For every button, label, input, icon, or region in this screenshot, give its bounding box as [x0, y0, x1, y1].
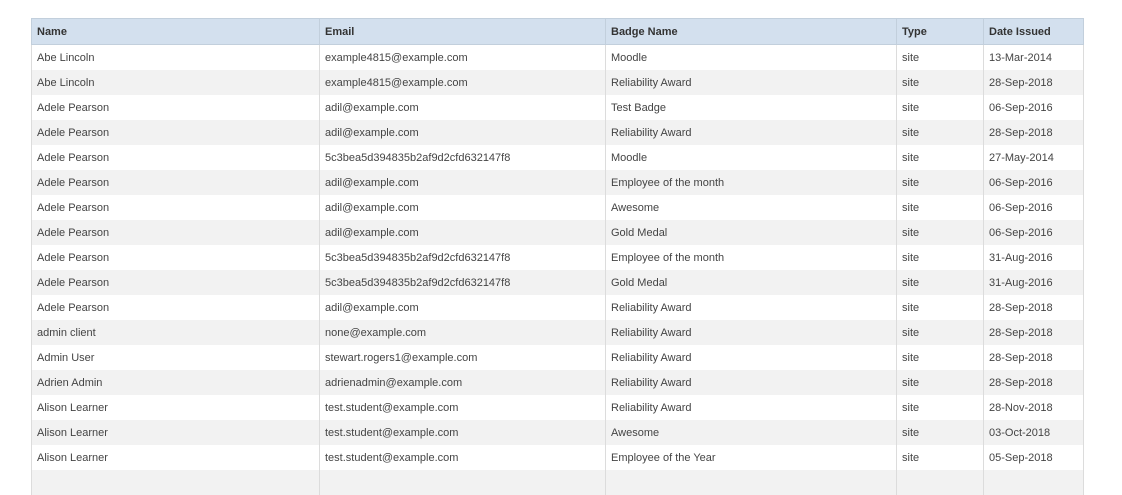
- cell-type: site: [897, 320, 984, 345]
- cell-type: site: [897, 420, 984, 445]
- cell-name: Adele Pearson: [32, 145, 320, 170]
- cell-badge-name: Reliability Award: [606, 70, 897, 95]
- cell-email: adil@example.com: [320, 295, 606, 320]
- column-header-badge-name[interactable]: Badge Name: [606, 19, 897, 45]
- cell-badge-name: Employee of the month: [606, 245, 897, 270]
- cell-email: adil@example.com: [320, 170, 606, 195]
- cell-email: adrienadmin@example.com: [320, 370, 606, 395]
- cell-date-issued: 28-Sep-2018: [984, 370, 1084, 395]
- cell-date-issued: 03-Oct-2018: [984, 420, 1084, 445]
- column-header-date-issued[interactable]: Date Issued: [984, 19, 1084, 45]
- cell-date-issued: 06-Sep-2016: [984, 195, 1084, 220]
- cell-badge-name: Reliability Award: [606, 345, 897, 370]
- cell-badge-name: Employee of the Year: [606, 445, 897, 470]
- cell-badge-name: Moodle: [606, 45, 897, 71]
- table-row: [32, 345, 1084, 370]
- badges-table: [31, 18, 1084, 495]
- cell-date-issued: 31-Aug-2016: [984, 245, 1084, 270]
- cell-name: Alison Learner: [32, 445, 320, 470]
- cell-name: Adrien Admin: [32, 370, 320, 395]
- cell-email: 5c3bea5d394835b2af9d2cfd632147f8: [320, 145, 606, 170]
- cell-badge-name: Reliability Award: [606, 295, 897, 320]
- cell-email: test.student@example.com: [320, 445, 606, 470]
- cell-date-issued: 06-Sep-2016: [984, 170, 1084, 195]
- cell-date-issued: 28-Sep-2018: [984, 70, 1084, 95]
- cell-email: test.student@example.com: [320, 395, 606, 420]
- table-row: [32, 195, 1084, 220]
- cell-type: site: [897, 295, 984, 320]
- cell-type: site: [897, 70, 984, 95]
- table-row: [32, 220, 1084, 245]
- cell-date-issued: 13-Mar-2014: [984, 45, 1084, 71]
- header-row: [32, 19, 1084, 45]
- cell-name: Adele Pearson: [32, 270, 320, 295]
- table-row: [32, 170, 1084, 195]
- cell-email: adil@example.com: [320, 95, 606, 120]
- cell-date-issued: 28-Sep-2018: [984, 120, 1084, 145]
- cell-name: Adele Pearson: [32, 245, 320, 270]
- table-row: [32, 445, 1084, 470]
- table-header: [32, 19, 1084, 45]
- cell-type: site: [897, 395, 984, 420]
- cell-type: site: [897, 120, 984, 145]
- column-header-name[interactable]: Name: [32, 19, 320, 45]
- column-header-type[interactable]: Type: [897, 19, 984, 45]
- cell-badge-name: Reliability Award: [606, 370, 897, 395]
- cell-badge-name: Gold Medal: [606, 270, 897, 295]
- cell-email: stewart.rogers1@example.com: [320, 345, 606, 370]
- table-body: [32, 45, 1084, 495]
- cell-date-issued: 05-Sep-2018: [984, 445, 1084, 470]
- cell-badge-name: Awesome: [606, 195, 897, 220]
- cell-type: site: [897, 195, 984, 220]
- cell-name: Adele Pearson: [32, 120, 320, 145]
- cell-name: Adele Pearson: [32, 195, 320, 220]
- cell-date-issued: 31-Aug-2016: [984, 270, 1084, 295]
- cell-date-issued: 28-Sep-2018: [984, 320, 1084, 345]
- cell-name: Abe Lincoln: [32, 45, 320, 71]
- cell-name: Adele Pearson: [32, 220, 320, 245]
- cell-type: site: [897, 95, 984, 120]
- cell-type: site: [897, 445, 984, 470]
- cell-email: adil@example.com: [320, 220, 606, 245]
- cell-type: site: [897, 170, 984, 195]
- column-header-email[interactable]: Email: [320, 19, 606, 45]
- table-row: [32, 320, 1084, 345]
- cell-name: admin client: [32, 320, 320, 345]
- cell-type: site: [897, 345, 984, 370]
- cell-type: site: [897, 270, 984, 295]
- cell-badge-name: Employee of the month: [606, 170, 897, 195]
- cell-badge-name: Gold Medal: [606, 220, 897, 245]
- table-row: [32, 95, 1084, 120]
- table-row: [32, 270, 1084, 295]
- cell-name: Admin User: [32, 345, 320, 370]
- cell-email: 5c3bea5d394835b2af9d2cfd632147f8: [320, 245, 606, 270]
- cell-badge-name: Reliability Award: [606, 395, 897, 420]
- cell-badge-name: Moodle: [606, 145, 897, 170]
- cell-name: Adele Pearson: [32, 95, 320, 120]
- cell-name: Adele Pearson: [32, 170, 320, 195]
- cell-type: site: [897, 45, 984, 71]
- table-row: [32, 395, 1084, 420]
- cell-date-issued: 28-Sep-2018: [984, 295, 1084, 320]
- table-row: [32, 70, 1084, 95]
- cell-type: site: [897, 145, 984, 170]
- cell-badge-name: Reliability Award: [606, 120, 897, 145]
- cell-name: Adele Pearson: [32, 295, 320, 320]
- table-row: [32, 120, 1084, 145]
- cell-email: example4815@example.com: [320, 70, 606, 95]
- cell-type: site: [897, 370, 984, 395]
- cell-email: test.student@example.com: [320, 420, 606, 445]
- table-row: [32, 295, 1084, 320]
- cell-email: example4815@example.com: [320, 45, 606, 71]
- cell-date-issued: 06-Sep-2016: [984, 95, 1084, 120]
- cell-name: Alison Learner: [32, 395, 320, 420]
- cell-email: 5c3bea5d394835b2af9d2cfd632147f8: [320, 270, 606, 295]
- cell-email: adil@example.com: [320, 195, 606, 220]
- table-row: [32, 145, 1084, 170]
- table-row: [32, 45, 1084, 71]
- table-row: [32, 245, 1084, 270]
- cell-badge-name: Awesome: [606, 420, 897, 445]
- table-row: [32, 420, 1084, 445]
- cell-badge-name: Test Badge: [606, 95, 897, 120]
- badges-report: [31, 18, 1083, 495]
- cell-type: site: [897, 220, 984, 245]
- table-row: [32, 370, 1084, 395]
- cell-date-issued: 28-Nov-2018: [984, 395, 1084, 420]
- cell-date-issued: 06-Sep-2016: [984, 220, 1084, 245]
- cell-badge-name: Reliability Award: [606, 320, 897, 345]
- cell-name: Abe Lincoln: [32, 70, 320, 95]
- cell-email: none@example.com: [320, 320, 606, 345]
- cell-type: site: [897, 245, 984, 270]
- cell-name: Alison Learner: [32, 420, 320, 445]
- cell-email: adil@example.com: [320, 120, 606, 145]
- cell-date-issued: 27-May-2014: [984, 145, 1084, 170]
- cell-date-issued: 28-Sep-2018: [984, 345, 1084, 370]
